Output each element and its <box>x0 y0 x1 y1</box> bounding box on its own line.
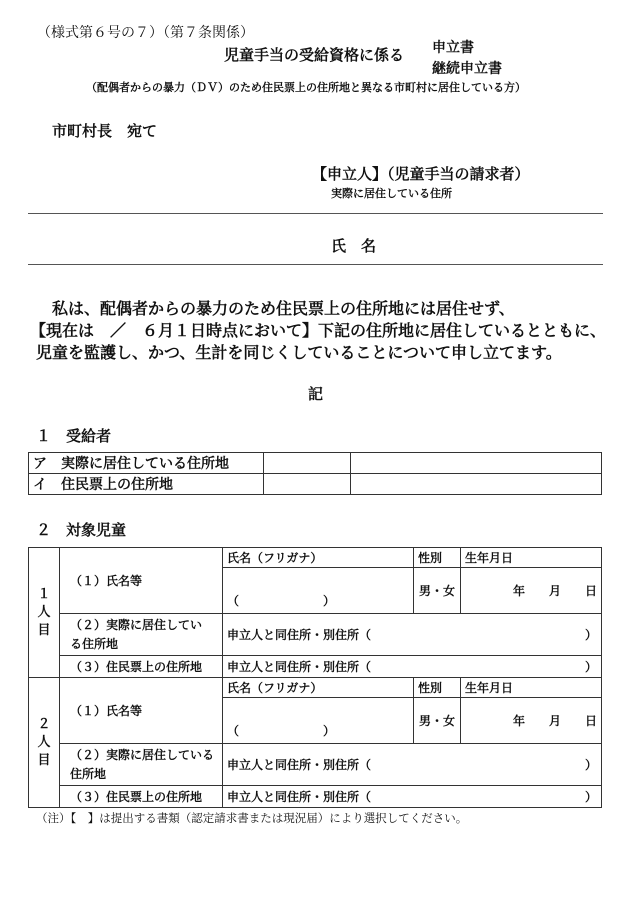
child-actual-input[interactable] <box>223 744 602 786</box>
footnote: （注）【 】は提出する書類（認定請求書または現況届）により選択してください。 <box>36 811 468 825</box>
child-dob-header: 生年月日 <box>461 548 602 568</box>
recipient-table <box>28 452 602 495</box>
child-registered-label: （３）住民票上の住所地 <box>60 656 223 678</box>
child-actual-input[interactable] <box>223 614 602 656</box>
child-header-row <box>29 548 602 568</box>
recipient-input-cell[interactable] <box>351 453 602 474</box>
child-ordinal <box>29 548 60 678</box>
child-sex-header: 性別 <box>414 548 461 568</box>
section1-heading: １ 受給者 <box>36 427 112 445</box>
recipient-input-cell[interactable] <box>264 453 351 474</box>
subtitle: （配偶者からの暴力（ＤＶ）のため住民票上の住所地と異なる市町村に居住している方） <box>86 81 526 94</box>
child-dob-input[interactable]: 年 月 日 <box>461 698 602 744</box>
child-dob-input[interactable]: 年 月 日 <box>461 568 602 614</box>
recipient-input-cell[interactable] <box>264 474 351 495</box>
recipient-input-cell[interactable] <box>351 474 602 495</box>
children-table <box>28 547 602 808</box>
child-actual-value: 申立人と同住所・別住所（ <box>227 628 372 642</box>
child-sex-input[interactable]: 男・女 <box>414 568 461 614</box>
child-registered-row <box>29 786 602 808</box>
child-name-label: （１）氏名等 <box>60 548 223 614</box>
section2-heading: ２ 対象児童 <box>36 521 127 539</box>
child-ordinal <box>29 678 60 808</box>
child-ordinal-label: １人目 <box>37 586 51 638</box>
child-registered-value: 申立人と同住所・別住所（ <box>227 790 372 804</box>
child-sex-header: 性別 <box>414 678 461 698</box>
ki-label: 記 <box>308 385 324 403</box>
applicant-address-label: 実際に居住している住所 <box>331 187 452 200</box>
child-registered-close-paren: ） <box>584 660 597 674</box>
child-registered-input[interactable] <box>223 656 602 678</box>
child-actual-close-paren: ） <box>584 628 597 642</box>
applicant-name-label: 氏 名 <box>331 237 377 255</box>
addressee: 市町村長 宛て <box>52 122 158 140</box>
title-option-2: 継続申立書 <box>432 61 502 77</box>
child-furigana-paren: （ ） <box>227 724 336 738</box>
recipient-row-label: イ 住民票上の住所地 <box>29 474 264 495</box>
child-header-row <box>29 678 602 698</box>
address-line <box>28 213 603 214</box>
child-actual-row <box>29 614 602 656</box>
child-registered-label: （３）住民票上の住所地 <box>60 786 223 808</box>
statement-line-1: 私は、配偶者からの暴力のため住民票上の住所地には居住せず、 <box>36 299 515 318</box>
recipient-row-label: ア 実際に居住している住所地 <box>29 453 264 474</box>
child-actual-close-paren: ） <box>584 758 597 772</box>
child-name-label: （１）氏名等 <box>60 678 223 744</box>
child-actual-label: （２）実際に居住している 住所地 <box>60 744 223 786</box>
child-registered-input[interactable] <box>223 786 602 808</box>
statement-line-3: 児童を監護し、かつ、生計を同じくしていることについて申し立てます。 <box>36 343 562 362</box>
title-option-1: 申立書 <box>432 40 474 56</box>
name-line <box>28 264 603 265</box>
child-actual-value: 申立人と同住所・別住所（ <box>227 758 372 772</box>
recipient-row <box>29 453 602 474</box>
applicant-label: 【申立人】（児童手当の請求者） <box>312 165 530 183</box>
child-actual-label: （２）実際に居住してい る住所地 <box>60 614 223 656</box>
child-ordinal-label: ２人目 <box>37 716 51 768</box>
title-main: 児童手当の受給資格に係る <box>224 46 405 64</box>
recipient-row <box>29 474 602 495</box>
child-registered-value: 申立人と同住所・別住所（ <box>227 660 372 674</box>
child-furigana-paren: （ ） <box>227 594 336 608</box>
child-name-header: 氏名（フリガナ） <box>223 678 414 698</box>
child-registered-row <box>29 656 602 678</box>
child-name-header: 氏名（フリガナ） <box>223 548 414 568</box>
child-sex-input[interactable]: 男・女 <box>414 698 461 744</box>
child-dob-header: 生年月日 <box>461 678 602 698</box>
child-registered-close-paren: ） <box>584 790 597 804</box>
child-name-input[interactable] <box>223 568 414 614</box>
form-code: （様式第６号の７）（第７条関係） <box>37 25 254 41</box>
child-name-input[interactable] <box>223 698 414 744</box>
statement-line-2: 【現在は ／ ６月１日時点において】下記の住所地に居住しているとともに、 <box>30 321 607 340</box>
child-actual-row <box>29 744 602 786</box>
